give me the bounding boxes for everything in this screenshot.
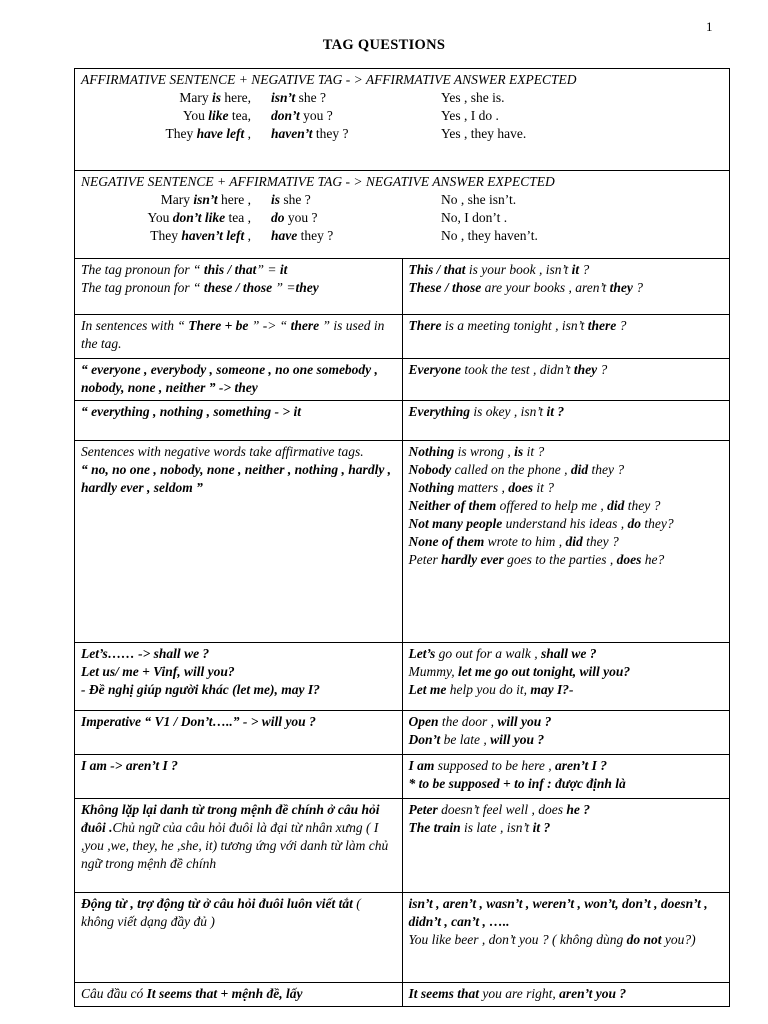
example-text: I am supposed to be here , aren’t I ? xyxy=(408,758,608,773)
example-line: They haven’t left , have they ? No , they haven’t. xyxy=(150,228,538,243)
example-text: This / that is your book , isn’t it ? xyxy=(408,262,590,277)
rule-text: Câu đầu có It seems that + mệnh đề, lấy xyxy=(81,986,303,1001)
rule-text: Sentences with negative words take affirmative tags. xyxy=(81,444,364,459)
example-text: Nothing matters , does it ? xyxy=(408,480,555,495)
example-line: You like tea, don’t you ? Yes , I do . xyxy=(182,108,499,123)
rule-text: “ everything , nothing , something - > it xyxy=(81,404,301,419)
table-row xyxy=(75,259,730,315)
example-text: These / those are your books , aren’t they ? xyxy=(408,280,643,295)
example-text: Not many people understand his ideas , do they? xyxy=(408,516,674,531)
table-row xyxy=(75,893,730,983)
table-row xyxy=(75,799,730,893)
example-text: You like beer , don’t you ? ( không dùng do not you?) xyxy=(408,932,696,947)
rule-text: Let’s…… -> shall we ? xyxy=(81,646,210,661)
rule-text: Động từ , trợ động từ ở câu hỏi đuôi luôn viết tắt ( không viết dạng đầy đủ ) xyxy=(81,896,361,929)
rule-text: Không lặp lại danh từ trong mệnh đề chính ở câu hỏi đuôi .Chủ ngữ của câu hỏi đuôi là đại từ nhân xưng ( I ,you ,we, they, he ,she, it) tương ứng với danh từ làm chủ ngữ trong mệnh đề chính xyxy=(81,802,389,871)
example-text: The train is late , isn’t it ? xyxy=(408,820,551,835)
example-text: Let’s go out for a walk , shall we ? xyxy=(408,646,597,661)
row-heading: AFFIRMATIVE SENTENCE + NEGATIVE TAG - > AFFIRMATIVE ANSWER EXPECTED xyxy=(81,72,577,87)
rule-text: - Đề nghị giúp người khác (let me), may I? xyxy=(81,682,320,697)
example-text: There is a meeting tonight , isn’t there ? xyxy=(408,318,627,333)
example-text: None of them wrote to him , did they ? xyxy=(408,534,619,549)
example-text: It seems that you are right, aren’t you ? xyxy=(408,986,627,1001)
example-line: Mary is here, isn’t she ? Yes , she is. xyxy=(179,90,505,105)
table-row xyxy=(75,401,730,441)
page-number: 1 xyxy=(706,19,713,34)
example-text: Peter hardly ever goes to the parties , does he? xyxy=(408,552,665,567)
table-row xyxy=(75,755,730,799)
example-text: Neither of them offered to help me , did they ? xyxy=(408,498,661,513)
row-heading: NEGATIVE SENTENCE + AFFIRMATIVE TAG - > NEGATIVE ANSWER EXPECTED xyxy=(81,174,555,189)
example-text: isn’t , aren’t , wasn’t , weren’t , won’t, don’t , doesn’t , didn’t , can’t , ….. xyxy=(408,896,708,929)
rule-text: Let us/ me + Vinf, will you? xyxy=(81,664,235,679)
rule-text: In sentences with “ There + be ” -> “ there ” is used in the tag. xyxy=(81,318,385,351)
example-text: Don’t be late , will you ? xyxy=(408,732,545,747)
rule-text: The tag pronoun for “ these / those ” =they xyxy=(81,280,319,295)
example-line: They have left , haven’t they ? Yes , they have. xyxy=(165,126,527,141)
rule-text: “ no, no one , nobody, none , neither , nothing , hardly , hardly ever , seldom ” xyxy=(81,462,392,495)
rule-text: The tag pronoun for “ this / that” = it xyxy=(81,262,288,277)
table-row xyxy=(75,711,730,755)
table-row xyxy=(75,359,730,401)
tag-questions-table xyxy=(74,68,730,1007)
rule-text: I am -> aren’t I ? xyxy=(81,758,178,773)
example-text: Open the door , will you ? xyxy=(408,714,552,729)
example-text: Nobody called on the phone , did they ? xyxy=(408,462,625,477)
table-row xyxy=(75,643,730,711)
page-title: TAG QUESTIONS xyxy=(322,37,446,53)
rule-text: “ everyone , everybody , someone , no one somebody , nobody, none , neither ” -> they xyxy=(81,362,378,395)
example-line: You don’t like tea , do you ? No, I don’t . xyxy=(147,210,508,225)
example-text: Everything is okey , isn’t it ? xyxy=(408,404,565,419)
table-row xyxy=(75,171,730,259)
example-text: Let me help you do it, may I?- xyxy=(408,682,574,697)
table-row xyxy=(75,69,730,171)
rule-text: Imperative “ V1 / Don’t…..” - > will you ? xyxy=(81,714,316,729)
example-text: Peter doesn’t feel well , does he ? xyxy=(408,802,590,817)
table-row xyxy=(75,441,730,643)
table-row xyxy=(75,315,730,359)
example-line: Mary isn’t here , is she ? No , she isn’t. xyxy=(160,192,517,207)
example-text: Nothing is wrong , is it ? xyxy=(408,444,545,459)
example-text: * to be supposed + to inf : được định là xyxy=(408,776,626,791)
example-text: Everyone took the test , didn’t they ? xyxy=(408,362,608,377)
table-row xyxy=(75,983,730,1007)
example-text: Mummy, let me go out tonight, will you? xyxy=(408,664,631,679)
